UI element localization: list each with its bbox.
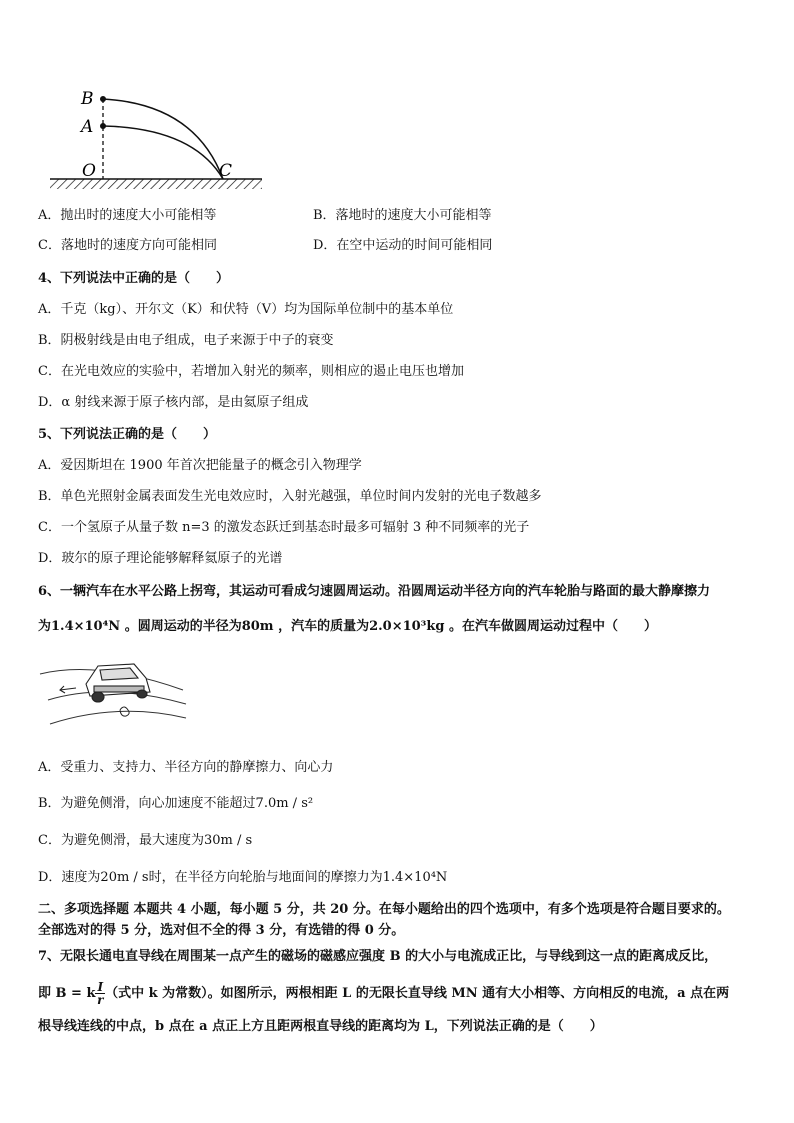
q6-option-b: B．为避免侧滑，向心加速度不能超过7.0m / s² xyxy=(38,796,314,811)
q3-option-d: D．在空中运动的时间可能相同 xyxy=(313,238,493,253)
fraction-numerator: I xyxy=(97,980,104,994)
point-a xyxy=(100,123,106,129)
q3-option-a: A．抛出时的速度大小可能相等 xyxy=(38,208,217,223)
car-icon xyxy=(86,664,150,702)
q7-formula-suffix: （式中 k 为常数）。如图所示，两根相距 L 的无限长直导线 MN 通有大小相等、方向相反的电流，a 点在两 xyxy=(105,986,730,1001)
q4-option-d: D．α 射线来源于原子核内部，是由氦原子组成 xyxy=(38,395,309,410)
label-c: C xyxy=(219,161,233,181)
q6-option-d: D．速度为20m / s时，在半径方向轮胎与地面间的摩擦力为1.4×10⁴N xyxy=(38,870,448,885)
trajectory-b xyxy=(103,99,223,179)
q6-stem-line1: 6、一辆汽车在水平公路上拐弯，其运动可看成匀速圆周运动。沿圆周运动半径方向的汽车轮胎与路面的最大静摩擦力 xyxy=(38,584,711,599)
q4-option-a: A．千克（kg）、开尔文（K）和伏特（V）均为国际单位制中的基本单位 xyxy=(38,302,454,317)
arrow-left xyxy=(60,686,76,693)
q7-stem-line2 xyxy=(38,981,729,1006)
trajectory-a xyxy=(103,126,223,179)
q7-formula-fraction xyxy=(95,981,105,1006)
q5-stem: 5、下列说法正确的是（ ） xyxy=(38,427,217,442)
q5-option-b: B．单色光照射金属表面发生光电效应时，入射光越强，单位时间内发射的光电子数越多 xyxy=(38,489,542,504)
road-curve-inner xyxy=(50,711,186,724)
q6-option-c: C．为避免侧滑，最大速度为30m / s xyxy=(38,833,253,848)
section2-heading-line2: 全部选对的得 5 分，选对但不全的得 3 分，有选错的得 0 分。 xyxy=(38,923,405,938)
label-o: O xyxy=(82,161,96,181)
label-a: A xyxy=(81,117,94,137)
q6-stem-line2: 为1.4×10⁴N 。圆周运动的半径为80m ，汽车的质量为2.0×10³kg 。在汽车做圆周运动过程中（ ） xyxy=(38,619,657,634)
q4-option-c: C．在光电效应的实验中，若增加入射光的频率，则相应的遏止电压也增加 xyxy=(38,364,464,379)
car-turning-illustration xyxy=(38,652,188,732)
q4-option-b: B．阴极射线是由电子组成，电子来源于中子的衰变 xyxy=(38,333,334,348)
fraction-denominator: r xyxy=(97,993,104,1007)
section2-heading-line1: 二、多项选择题 本题共 4 小题，每小题 5 分，共 20 分。在每小题给出的四个选项中，有多个选项是符合题目要求的。 xyxy=(38,902,730,917)
q3-option-c: C．落地时的速度方向可能相同 xyxy=(38,238,217,253)
q7-stem-line3: 根导线连线的中点，b 点在 a 点正上方且距两根直导线的距离均为 L，下列说法正确的是（ ） xyxy=(38,1019,603,1034)
point-b xyxy=(100,96,106,102)
q7-stem-line1: 7、无限长通电直导线在周围某一点产生的磁场的磁感应强度 B 的大小与电流成正比，与导线到这一点的距离成反比， xyxy=(38,949,718,964)
projectile-diagram xyxy=(45,82,265,192)
q5-option-c: C．一个氢原子从量子数 n=3 的激发态跃迁到基态时最多可辐射 3 种不同频率的光子 xyxy=(38,520,530,535)
q6-option-a: A．受重力、支持力、半径方向的静摩擦力、向心力 xyxy=(38,760,334,775)
q3-option-b: B．落地时的速度大小可能相等 xyxy=(313,208,492,223)
q4-stem: 4、下列说法中正确的是（ ） xyxy=(38,271,230,286)
label-b: B xyxy=(81,89,94,109)
q5-option-d: D．玻尔的原子理论能够解释氦原子的光谱 xyxy=(38,551,283,566)
q5-option-a: A．爱因斯坦在 1900 年首次把能量子的概念引入物理学 xyxy=(38,458,362,473)
q7-formula-prefix: 即 B = k xyxy=(38,986,96,1001)
